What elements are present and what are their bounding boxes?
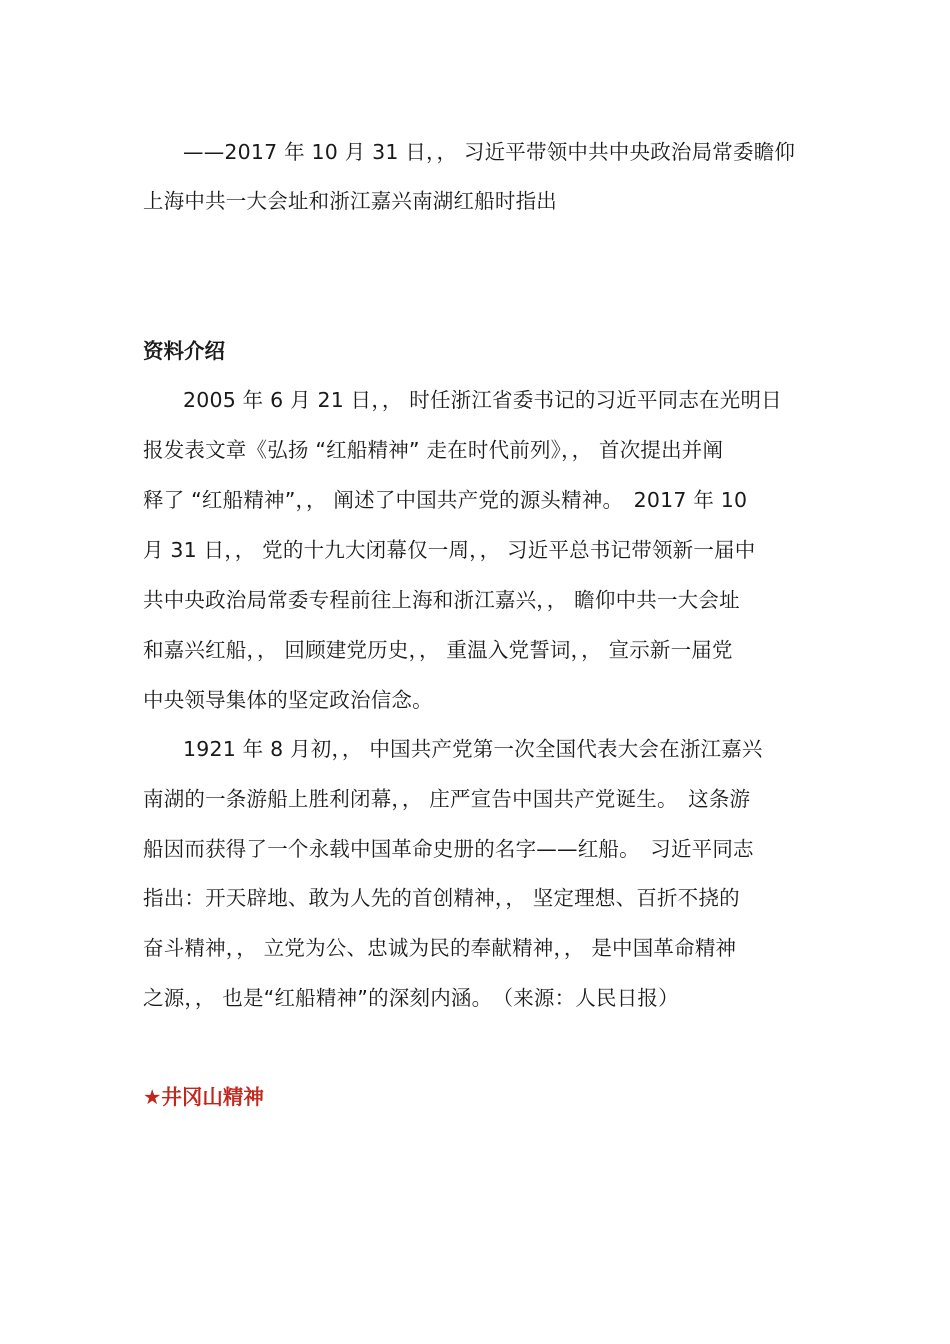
- paragraph2-line: 奋斗精神，， 立党为公、忠诚为民的奉献精神，， 是中国革命精神: [143, 936, 737, 960]
- quote-attribution-line-2: 上海中共一大会址和浙江嘉兴南湖红船时指出: [143, 189, 557, 213]
- paragraph1-line: 和嘉兴红船，， 回顾建党历史，， 重温入党誓词，， 宣示新一届党: [143, 638, 733, 662]
- paragraph2-line: 1921 年 8 月初，， 中国共产党第一次全国代表大会在浙江嘉兴: [183, 737, 763, 761]
- paragraph1-line: 报发表文章《弘扬 “红船精神” 走在时代前列》，， 首次提出并阐: [143, 438, 724, 462]
- next-section-title: [143, 1082, 264, 1112]
- paragraph1-line: 共中央政治局常委专程前往上海和浙江嘉兴，， 瞻仰中共一大会址: [143, 588, 740, 612]
- next-section-title-text: 井冈山精神: [161, 1085, 264, 1109]
- paragraph2-line: 指出：开天辟地、敢为人先的首创精神，， 坚定理想、百折不挠的: [143, 886, 740, 910]
- paragraph1-line: 月 31 日，， 党的十九大闭幕仅一周，， 习近平总书记带领新一届中: [143, 538, 756, 562]
- paragraph2-line: 南湖的一条游船上胜利闭幕，， 庄严宣告中国共产党诞生。 这条游: [143, 787, 751, 811]
- paragraph1-line: 中央领导集体的坚定政治信念。: [143, 688, 433, 712]
- paragraph1-line: 2005 年 6 月 21 日，， 时任浙江省委书记的习近平同志在光明日: [183, 388, 782, 412]
- paragraph2-line: 船因而获得了一个永载中国革命史册的名字——红船。 习近平同志: [143, 837, 754, 861]
- paragraph2-line: 之源，， 也是“红船精神”的深刻内涵。 （来源：人民日报）: [143, 986, 679, 1010]
- paragraph1-line: 释了 “红船精神”，， 阐述了中国共产党的源头精神。 2017 年 10: [143, 488, 748, 512]
- section-heading: 资料介绍: [143, 339, 225, 363]
- quote-attribution-line-1: ——2017 年 10 月 31 日，， 习近平带领中共中央政治局常委瞻仰: [183, 140, 796, 164]
- star-icon: ★: [143, 1085, 162, 1109]
